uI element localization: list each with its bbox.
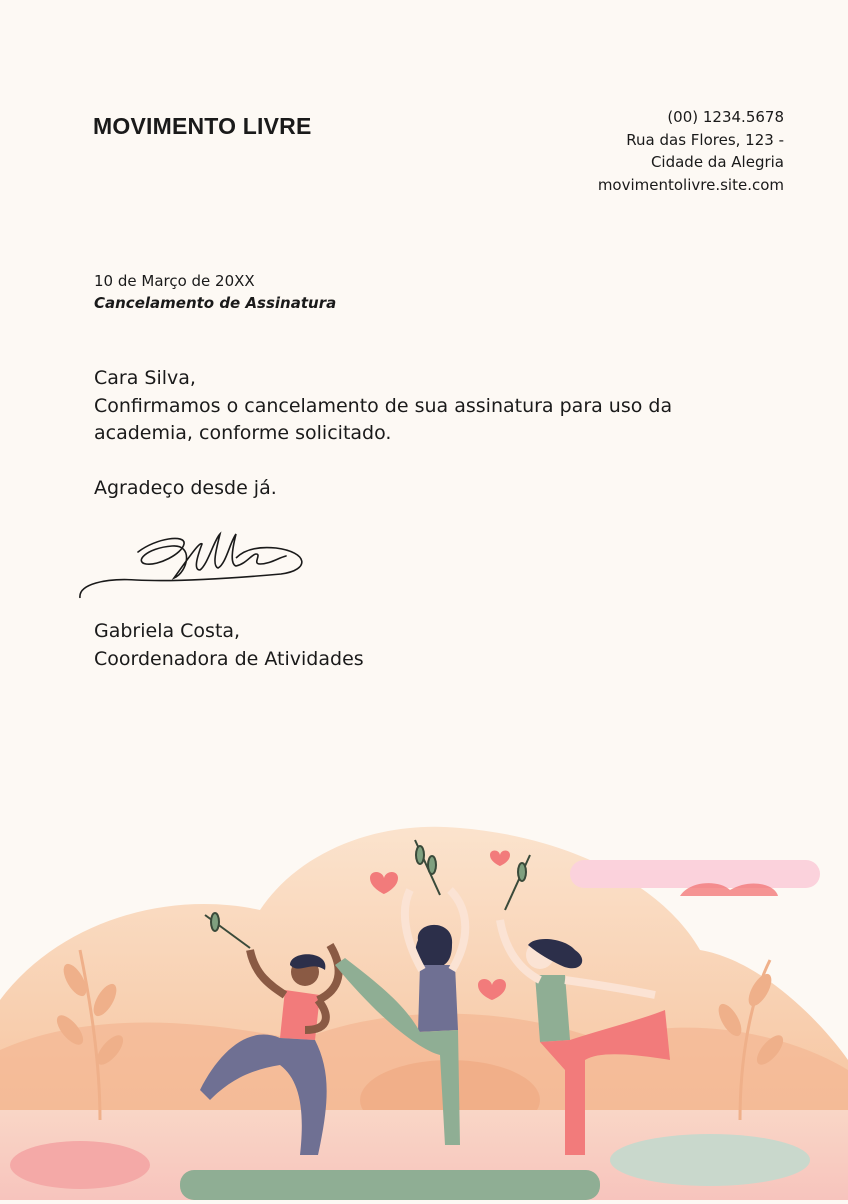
signer-name: Gabriela Costa, (94, 620, 241, 642)
dancers-illustration (0, 800, 848, 1204)
signer-title: Coordenadora de Atividades (94, 647, 364, 670)
letter-subject: Cancelamento de Assinatura (94, 294, 337, 312)
contact-block (598, 106, 784, 196)
letter-closing: Agradeço desde já. (94, 476, 277, 499)
brand-name: MOVIMENTO LIVRE (93, 113, 312, 139)
signer-block (94, 618, 364, 673)
letter-body (94, 365, 694, 502)
handwritten-signature (76, 520, 316, 609)
letter-date: 10 de Março de 20XX (94, 272, 255, 290)
contact-website: movimentolivre.site.com (597, 175, 784, 194)
letter-meta (94, 270, 336, 314)
contact-phone: (00) 1234.5678 (667, 108, 784, 126)
contact-address-line2: Cidade da Alegria (650, 153, 784, 171)
contact-address-line1: Rua das Flores, 123 - (626, 130, 784, 149)
letter-greeting: Cara Silva, (94, 367, 196, 389)
letter-paragraph: Confirmamos o cancelamento de sua assinatura para uso da academia, conforme solicitado. (94, 394, 673, 444)
